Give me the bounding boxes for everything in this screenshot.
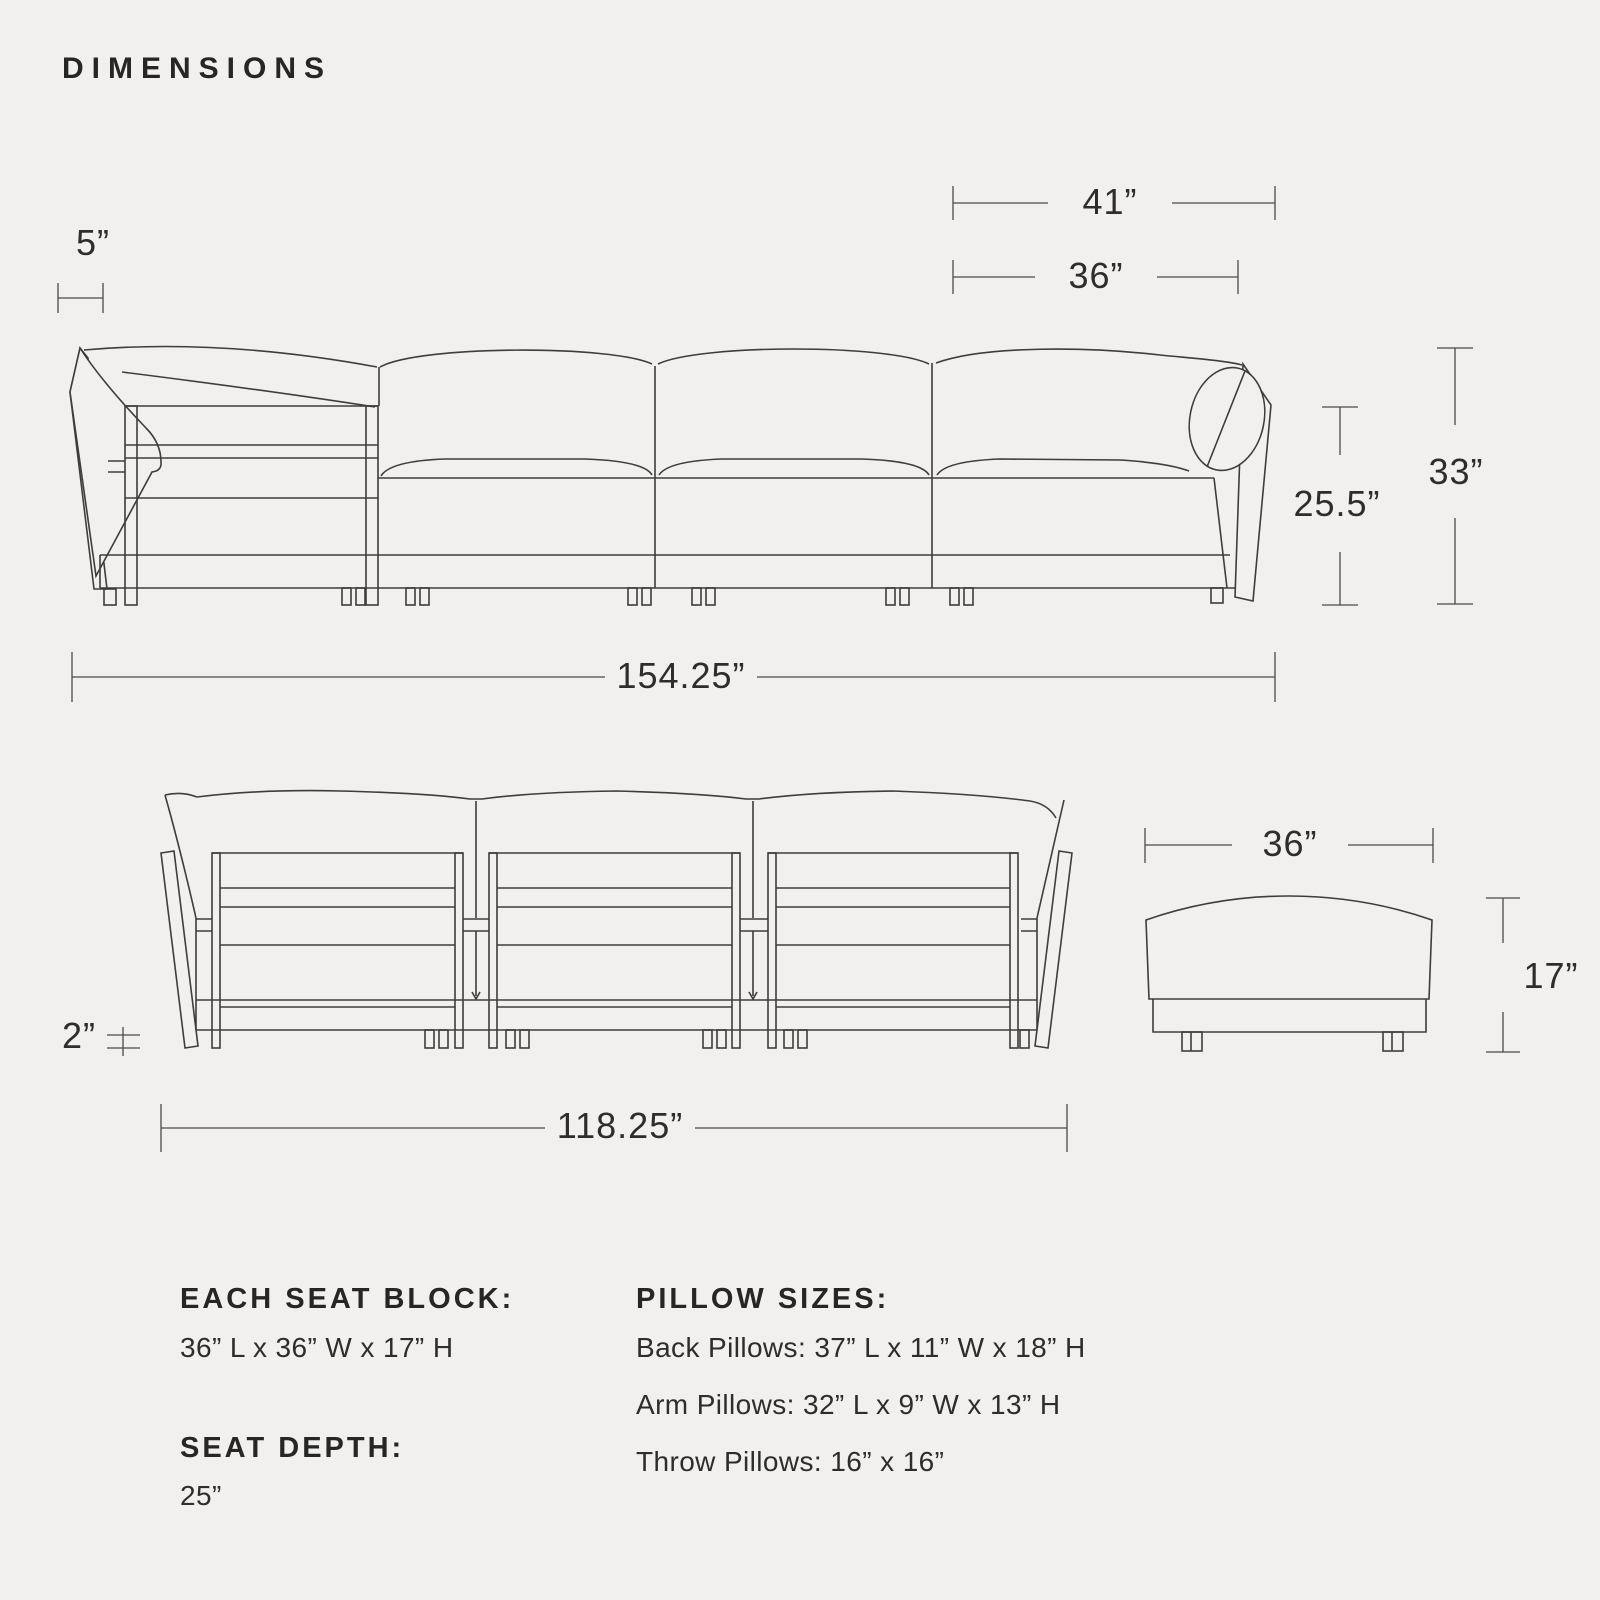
dim-label-ottoman-height: 17”: [1523, 955, 1579, 996]
seat-block-heading: EACH SEAT BLOCK:: [180, 1283, 515, 1315]
seat-depth-heading: SEAT DEPTH:: [180, 1432, 405, 1464]
dim-label-ottoman-width: 36”: [1262, 823, 1318, 864]
spec-column-left: [180, 0, 610, 1600]
pillow-sizes-heading: PILLOW SIZES:: [636, 1283, 890, 1315]
page-title: DIMENSIONS: [62, 52, 333, 85]
dim-label-back-length: 118.25”: [556, 1105, 684, 1146]
pillow-arm-line: Arm Pillows: 32” L x 9” W x 13” H: [636, 1389, 1061, 1420]
pillow-back-line: Back Pillows: 37” L x 11” W x 18” H: [636, 1332, 1086, 1363]
front-left-wing-cushion: [70, 348, 161, 576]
pillow-throw-line: Throw Pillows: 16” x 16”: [636, 1446, 945, 1477]
dim-label-side-panel: 5”: [75, 222, 111, 263]
dim-label-overall-height: 33”: [1428, 451, 1484, 492]
dim-label-corner-depth: 41”: [1082, 181, 1138, 222]
spec-column-right: [636, 0, 1196, 1600]
seat-depth-value: 25”: [180, 1480, 222, 1511]
seat-block-value: 36” L x 36” W x 17” H: [180, 1332, 454, 1363]
dim-line-leg-height: [107, 1027, 140, 1056]
dim-label-overall-length: 154.25”: [616, 655, 746, 696]
dim-label-back-height: 25.5”: [1293, 483, 1381, 524]
dim-line-side-panel: [58, 283, 103, 313]
dim-label-leg-height: 2”: [61, 1015, 97, 1056]
ottoman-legs: [1182, 1032, 1403, 1051]
dim-label-seat-width: 36”: [1068, 255, 1124, 296]
dim-line-ottoman-height: [1486, 898, 1520, 1052]
